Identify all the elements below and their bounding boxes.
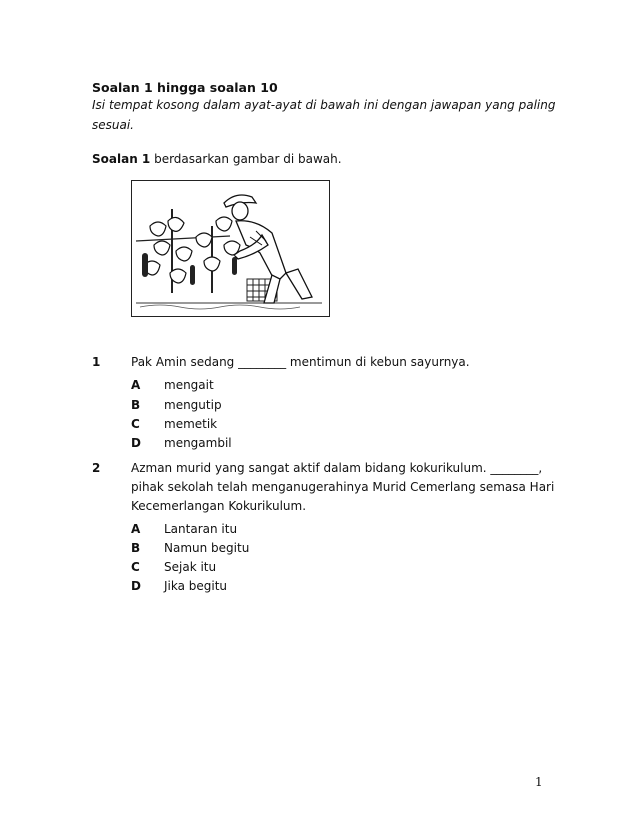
instruction-line-1: Isi tempat kosong dalam ayat-ayat di bawah ini dengan jawapan yang paling <box>92 98 556 112</box>
question-2-option-a[interactable] <box>131 518 237 537</box>
farmer-picking-cucumbers-icon <box>132 181 329 316</box>
question-2-number: 2 <box>92 461 101 475</box>
farmer-illustration <box>131 180 330 317</box>
option-text: Namun begitu <box>164 541 250 555</box>
option-letter: A <box>131 522 141 536</box>
question-1-number: 1 <box>92 355 101 369</box>
question-1-option-d[interactable] <box>131 432 232 451</box>
question-intro-label: Soalan 1 <box>92 152 151 166</box>
option-text: mengait <box>164 378 214 392</box>
option-text: Jika begitu <box>164 579 228 593</box>
question-2-option-b[interactable] <box>131 537 249 556</box>
question-2-line-2: pihak sekolah telah menganugerahinya Murid Cemerlang semasa Hari <box>131 480 555 494</box>
page-number: 1 <box>535 775 543 789</box>
question-intro-text: berdasarkan gambar di bawah. <box>150 152 342 166</box>
question-1-option-c[interactable] <box>131 413 217 432</box>
option-letter: B <box>131 541 141 555</box>
question-1-option-b[interactable] <box>131 394 222 413</box>
option-letter: C <box>131 417 140 431</box>
section-title: Soalan 1 hingga soalan 10 <box>92 80 278 95</box>
option-text: mengutip <box>164 398 222 412</box>
question-2-option-d[interactable] <box>131 575 227 594</box>
question-2-option-c[interactable] <box>131 556 216 575</box>
option-text: Lantaran itu <box>164 522 238 536</box>
question-intro <box>92 152 342 166</box>
question-2-line-3: Kecemerlangan Kokurikulum. <box>131 499 307 513</box>
question-1-option-a[interactable] <box>131 374 214 393</box>
question-1-text: Pak Amin sedang ________ mentimun di kebun sayurnya. <box>131 355 470 369</box>
option-text: Sejak itu <box>164 560 217 574</box>
option-text: memetik <box>164 417 218 431</box>
instruction-line-2: sesuai. <box>92 118 134 132</box>
option-letter: C <box>131 560 140 574</box>
question-2-line-1: Azman murid yang sangat aktif dalam bidang kokurikulum. ________, <box>131 461 543 475</box>
option-letter: D <box>131 436 141 450</box>
option-letter: B <box>131 398 141 412</box>
option-text: mengambil <box>164 436 232 450</box>
option-letter: D <box>131 579 141 593</box>
option-letter: A <box>131 378 141 392</box>
